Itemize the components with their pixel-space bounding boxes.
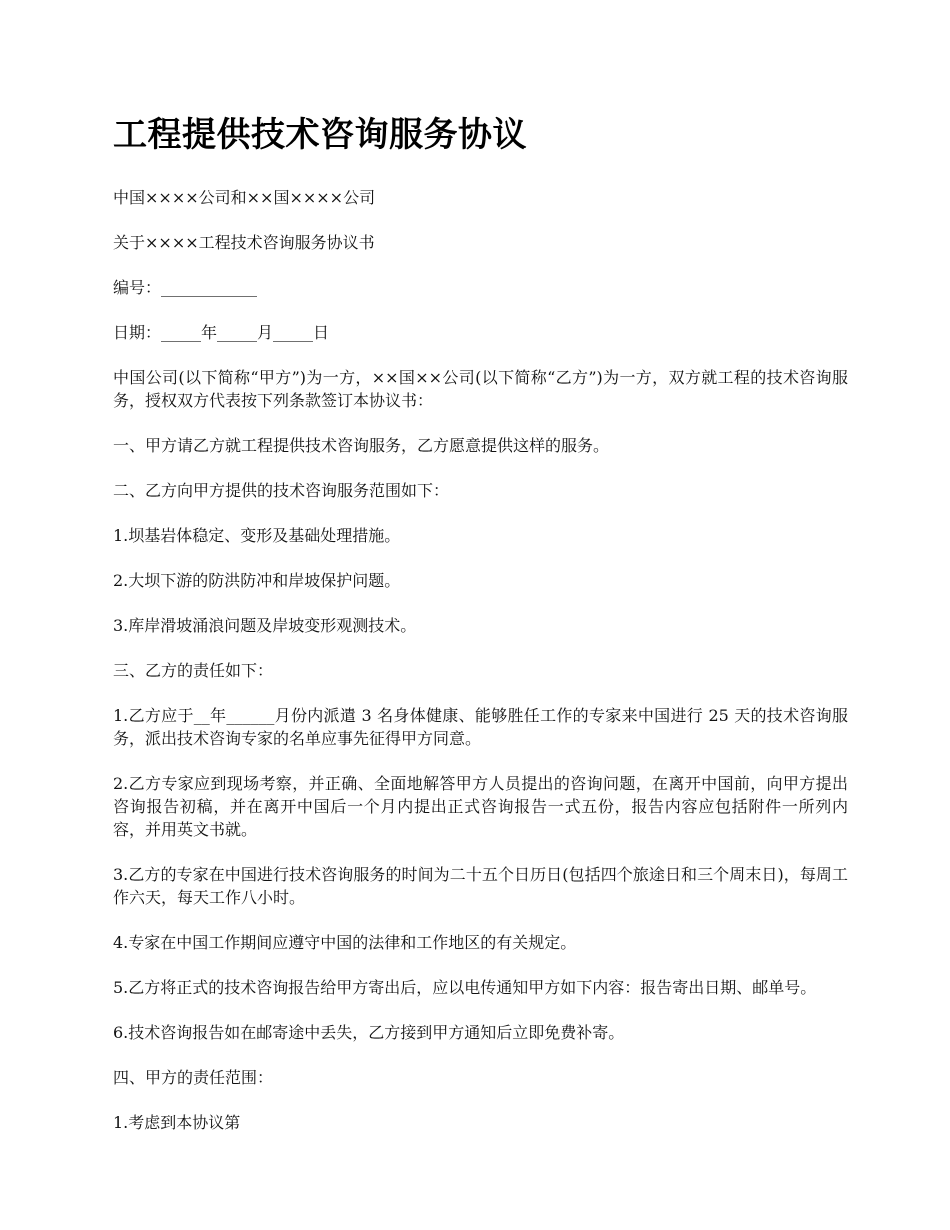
section-3-item-1: 1.乙方应于__年______月份内派遣 3 名身体健康、能够胜任工作的专家来中国进行 25 天的技术咨询服务，派出技术咨询专家的名单应事先征得甲方同意。: [113, 706, 848, 748]
section-2-item-3: 3.库岸滑坡涌浪问题及岸坡变形观测技术。: [113, 616, 417, 635]
section-4-item-1: 1.考虑到本协议第: [113, 1113, 241, 1132]
agreement-date: 日期：_____年_____月_____日: [113, 323, 330, 342]
party-names: 中国××××公司和××国××××公司: [113, 188, 376, 207]
preamble-paragraph: 中国公司(以下简称“甲方”)为一方，××国××公司(以下简称“乙方”)为一方，双方就工程的技术咨询服务，授权双方代表按下列条款签订本协议书：: [113, 368, 848, 410]
document-title: 工程提供技术咨询服务协议: [113, 115, 527, 155]
section-2-item-2: 2.大坝下游的防洪防冲和岸坡保护问题。: [113, 571, 401, 590]
section-3-item-3: 3.乙方的专家在中国进行技术咨询服务的时间为二十五个日历日(包括四个旅途日和三个周末日)，每周工作六天，每天工作八小时。: [113, 865, 848, 907]
agreement-subtitle: 关于××××工程技术咨询服务协议书: [113, 233, 375, 252]
section-3-item-4: 4.专家在中国工作期间应遵守中国的法律和工作地区的有关规定。: [113, 933, 577, 952]
agreement-number: 编号：____________: [113, 278, 258, 297]
section-3-item-2: 2.乙方专家应到现场考察，并正确、全面地解答甲方人员提出的咨询问题，在离开中国前，向甲方提出咨询报告初稿，并在离开中国后一个月内提出正式咨询报告一式五份，报告内容应包括附件一所列内容，并用英文书就。: [113, 774, 848, 839]
document-page: [113, 110, 848, 1156]
section-2-heading: 二、乙方向甲方提供的技术咨询服务范围如下：: [113, 481, 450, 500]
section-4-heading: 四、甲方的责任范围：: [113, 1068, 274, 1087]
section-3-item-5: 5.乙方将正式的技术咨询报告给甲方寄出后，应以电传通知甲方如下内容：报告寄出日期、邮单号。: [113, 978, 817, 997]
section-1: 一、甲方请乙方就工程提供技术咨询服务，乙方愿意提供这样的服务。: [113, 436, 610, 455]
section-3-item-6: 6.技术咨询报告如在邮寄途中丢失，乙方接到甲方通知后立即免费补寄。: [113, 1023, 625, 1042]
section-2-item-1: 1.坝基岩体稳定、变形及基础处理措施。: [113, 526, 401, 545]
section-3-heading: 三、乙方的责任如下：: [113, 661, 274, 680]
